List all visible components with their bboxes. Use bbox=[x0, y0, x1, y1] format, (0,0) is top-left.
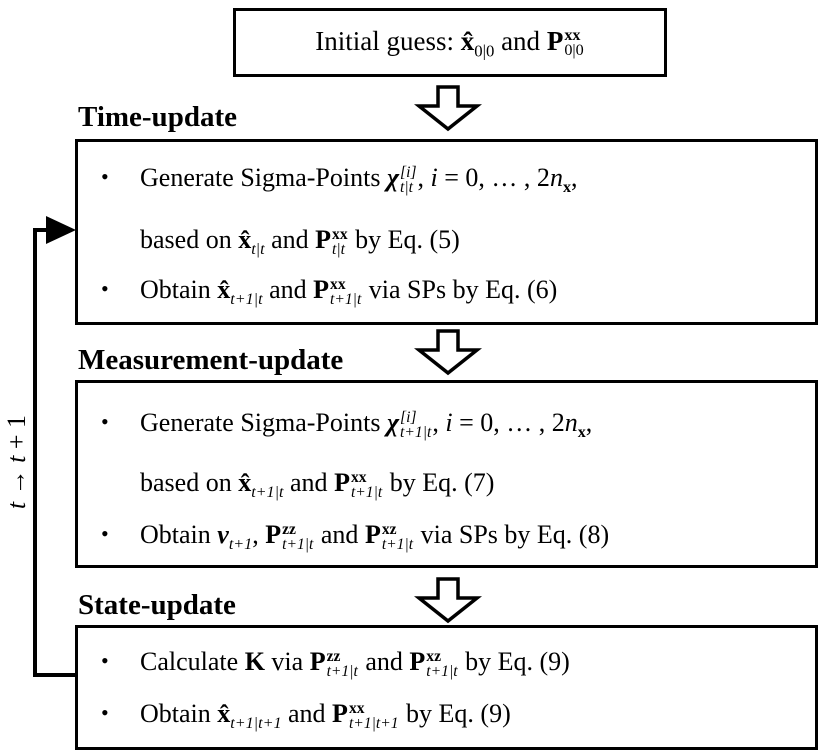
initial-guess-box bbox=[233, 8, 667, 77]
step-text: Obtain $x̂_{t+1|t+1}$ and P xx t+1|t+1 by Eq. (9) bbox=[140, 698, 511, 733]
step-text: Generate Sigma-Points χ [i] t|t , i = 0, … , $2n_x$, bbox=[140, 162, 578, 197]
section-heading-time-update: Time-update bbox=[78, 101, 237, 133]
bullet-icon: • bbox=[101, 520, 109, 546]
step-text: Calculate K via P zz t+1|t and P xz t+1|t by Eq. (9) bbox=[140, 646, 570, 680]
loop-arrow-vertical-line bbox=[33, 228, 37, 677]
step-line bbox=[78, 398, 815, 450]
step-text: based on $x̂_{t|t}$ and P xx t|t by Eq. (5) bbox=[140, 224, 460, 259]
down-arrow-icon bbox=[414, 576, 482, 624]
step-line-continuation bbox=[78, 458, 815, 510]
state-update-box bbox=[75, 625, 818, 750]
bullet-icon: • bbox=[101, 408, 109, 434]
step-line bbox=[78, 154, 815, 204]
loop-arrow-bottom-segment bbox=[33, 673, 77, 677]
down-arrow-icon bbox=[414, 84, 482, 132]
step-text: Generate Sigma-Points χ [i] t+1|t , i = 0, … , $2n_x$, bbox=[140, 407, 593, 442]
step-text: Obtain $v_{t+1}$, P zz t+1|t and P xz t+1|t via SPs by Eq. (8) bbox=[140, 519, 610, 554]
measurement-update-box bbox=[75, 380, 818, 568]
down-arrow-icon bbox=[414, 328, 482, 376]
step-line bbox=[78, 637, 815, 689]
step-line bbox=[78, 266, 815, 316]
bullet-icon: • bbox=[101, 163, 109, 189]
loop-arrowhead-icon bbox=[46, 216, 76, 244]
step-line bbox=[78, 510, 815, 562]
section-heading-state-update: State-update bbox=[78, 589, 236, 621]
iteration-label: t → t + 1 bbox=[2, 414, 31, 510]
bullet-icon: • bbox=[101, 699, 109, 725]
step-text: based on $x̂_{t+1|t}$ and P xx t+1|t by Eq. (7) bbox=[140, 467, 495, 502]
section-heading-measurement-update: Measurement-update bbox=[78, 344, 344, 376]
step-line-continuation bbox=[78, 216, 815, 266]
bullet-icon: • bbox=[101, 275, 109, 301]
bullet-icon: • bbox=[101, 647, 109, 673]
step-text: Obtain $x̂_{t+1|t}$ and P xx t+1|t via SPs by Eq. (6) bbox=[140, 274, 558, 309]
step-line bbox=[78, 689, 815, 741]
initial-guess-text: Initial guess: $x̂_{0|0}$ and P xx 0|0 bbox=[315, 25, 584, 61]
time-update-box bbox=[75, 139, 818, 325]
